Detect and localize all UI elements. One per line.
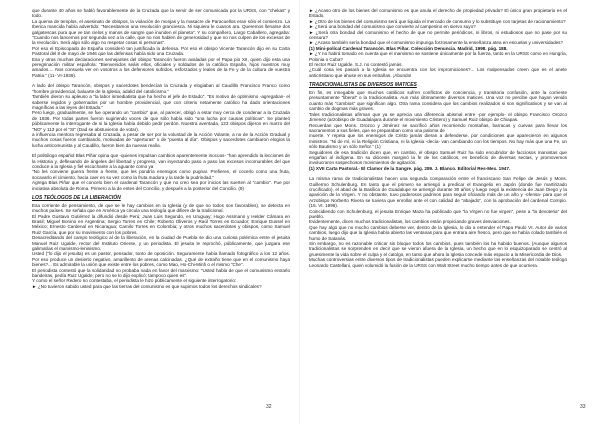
paragraph: Agrega Blas Piñar que el concelo bien el cardenal Tarancón y que no creo sea por inicios las suerten al "cambio". Fue por iniciativa absoluta de Roma. Primero a la de entes del Concilio, y después a la posterior del Concilio. (9) xyxy=(32,180,290,191)
paragraph: En fin, es innegable que muchos católicos sufren conflictos de conciencia, y transitoria confusión, ante la corriente presuntamente "liberal" o la tradicionalista. Aun más últimamente diversos matices. Una voz no percibe que hayan venido cuanto más "cambios" que significan algo. Otra rama considera que los cambios realizados si son significativos y se van al cambio de dogmas más graves. xyxy=(309,90,567,112)
paragraph: Desacreditando del campo teológico al de la liberación, en la ciudad de Puebla se dio una curiosa polémica entre el jesuita Manuel Ruiz Ugalde, rector del Instituto Oriente, y un periodista. El jesuita le reprochó, públicamente, que juzgara ese galimatías el marxismo-leninismo. xyxy=(32,235,290,252)
paragraph: ► ¿Y no habrá tomado en cuenta que el marxismo se sostiene únicamente por la fuerza, tanto en la URSS como en Hungría, Polonia o Cuba? xyxy=(309,51,567,62)
question-item: ► ¿Acaso también sería bondad que el comunismo impunga forzosamente la enseñanza atea en escuelas y universidades? xyxy=(309,40,564,46)
paragraph: Muchas controversias entre diversos tipos de tradicionalistas pueden explicarse mediante las enseñanzas del notable teólogo Leonardo Castellani, quien volumidó la fusión de la URSS con Walt Street mucho tiempo antes de que ocurriera. xyxy=(309,257,567,268)
paragraph: El rector Ruiz Ugalde, S.J. no contestó jamás. xyxy=(309,62,403,68)
page-number: 33 xyxy=(580,404,586,410)
citation: (1) XVII Carta Pastoral.- El Clamor de la Sangre. pág. 289. J. Blanco. Editorial Res-Mex. 1947. xyxy=(309,165,511,171)
paragraph: ¿Cuál cosa les pasará a la Iglesia se encuentra con los impromiciones?... Los malpensados creen que es el anete anticristiano que ahuse en sus entrañas. ¡Abundo! xyxy=(309,67,567,78)
citation: (1) Mini-polícal Cardenal Tarancón. Blas Piñar. Colección Denuncia. Madrid, 1998. pág. 188. xyxy=(309,45,508,51)
paragraph: También dieron su apleuso a "la labor inmediatista que ha hecho el jefe de Estado". "Es motivo de optimismo -agregaban- el saberse regidos y gobernados por un hombre providencial, que con criterio netamente católico ha dado orientaciones magníficas a las leyes del Estado." xyxy=(32,94,290,110)
paragraph: Seguidores de esa tradición dicen que, en cambio, el obispo Samuel Ruiz ha sido encubridor de facciosos marxistas que engañan al indígena. En su diócesis marginó la fe de los católicos, en beneficio de diversas sectas, y promovemos involucraron sospechosos movimientos de agitación. xyxy=(309,149,567,166)
question-item: ► ¿Acaso otro de los bienes del comunismo es que anula el derecho de propiedad privada? El único gran propietario es el Estado. xyxy=(309,8,567,19)
paragraph: Recuerdan que Mons. Orozco y Jiménez se sacrificó años recorriendo montañas, barracas y cuevas para llevar los sacramentos a sus fieles, que se preparaban como una paloma de xyxy=(309,122,567,133)
section-heading: LOS TEÓLOGOS DE LA LIBERACIÓN xyxy=(32,195,121,201)
paragraph: Usted ("lo dijo el jesuita) es un pastor, pensador, tonto de oposición. Seguramente había llamado fotográfico a los 12 años. Por eso produce un desierto negativo, amarillento de arenas calcinadas. ¿Qué de extraño tiene que en el comunismo haya bienes?... Es admirable la unión que existe entre los pobres, como Mao, Ho-Chi-Minh o el mismo "Che". xyxy=(32,251,290,268)
paragraph: Que hay algo que no mucho cambios deberse ver, dentro de la Iglesia, lo dio a entender el Papa Paulo VI. Autor de varios cambios, luego dijo que la Iglesia había abierto las ventanas para que entrara aire fresco, pero que se había colado también el humo de Satanás. xyxy=(309,224,567,241)
paragraph: El politólogo español Blas Piñar opina que -quienes impulsan cambios aparentemente inocuos- "han aprendido la lecciones de la Historia y, deflexando de ángeles del libertad y progreso, van inyectando paso a paso las excesos incomurables del que conduce a la Iglesia y fiel escuchante a la aguante como ya xyxy=(32,153,290,169)
question-item: ► ¿Otro de los bienes del comunismo será que liquida el mercado de consumo y lo substituye con tarjetas de racionamiento? xyxy=(309,18,566,24)
paragraph: Esa corriente de pensamiento, de que se le hay cambios en la Iglesia (y de que no todos son favorables), se detecta en muchos países. Se señala que en América ya circula una teología que difiere de la tradicional. xyxy=(32,202,290,214)
section-heading: TRADICIONALISTAS DE DIVERSOS MATICES xyxy=(309,82,417,89)
right-column xyxy=(309,8,567,392)
paragraph: Coincidiendo con Schulenburg, el jesuita Enrique Maza ha publicado que "la Virgen no fue virgen", pese a "la devoteria" del pueblo. xyxy=(309,208,567,220)
paragraph: Tales tradicionalistas afirman que ya se aprecia una diferencia abismal entre -por ejemplo- el obispo Francisco Orozco Jimenez (arzobispo de Guadalajara durante el movimiento Cristero) y Samuel Ruiz obispo de Chiapas. xyxy=(309,111,567,123)
paragraph: Sin embargo, no es razonable criticar sin bloque todos los cambios, pues también los ha habido buenos. (Aunque algunos tradicionalistas se sorprenden en decir que se vieron afuera de la Iglesia, un hecho que en lo esquizoparado se centró al gruesimente la vida sobre el culpa y el catolgo, en tanto que ahora la Iglesia concede más espacio a la Misericordia de Dios. xyxy=(309,241,567,257)
right-page xyxy=(300,0,600,424)
paragraph: Y como el señor Redero no contestaba, el periodista le hizo públicamente el siguiente interrogatorio: xyxy=(32,278,237,284)
left-column xyxy=(32,8,290,392)
paragraph: La quema de templos, el asesinato de obispos, la violación de monjas y la masacre de Paracuellos eran sólo el comienzo. La Iberica mancida había advertido: "Necesitamos una revolución granciesca. Ni siquiera le cuanos ara. Queremos llenarse dos galgatescas pura que ve tan cielos y manos de sangre que inunden el planeta". Y su compañero, Largo Caballero, agregaba: "Cuando nos lancemos por segunda vez a la calle, que no nos hablen de generosidad y que no nos culpen de los excesos de la revolución. Será algo sólo algo no respetar cosas ni personas". xyxy=(32,18,290,46)
question-item: ► ¿Será una bondad del comunismo que convierte al campesino en siervo suyo? xyxy=(309,24,476,30)
paragraph: A lado del obispo Tarancón, obispos y sacerdotes bendecían la Cruzada y elogiaban al Caudillo Francisco Franco como "hombre providencial, baluarte de la Iglesia, adalid del catolicismo." xyxy=(32,83,290,94)
paragraph: La misma rama de tradicionalistas hacen una segunda comparación entre el franciscano San Felipe de Jesús y Mons. Guillermo Schulenburg. En tanto que el primero se arriesgó a predicar el Evangelio en Japón (donde fue martirizado crucificado), el abad de la Basílica de Guadalupe se arriesgó durante 30 años y luego negó la existencia de Juan Diego y la aparición de la Virgen. Y no obstante, tuvo poderosos padrinos para seguir ofciando más de un año y -ofensa- para que el Arzobispo Norberto Rivera se tuviera que enrollar ante el con calidad de "abajado", con la aprobación del cardenal Corripio. (15. VI. 1996). xyxy=(309,176,567,209)
question-item: ► ¿Será otra bondad del comunismo el hecho de que no permite periódicos, ni libros, ni estudiosos que no pase por su censura? xyxy=(309,29,567,41)
page-number: 32 xyxy=(266,404,272,410)
paragraph: Pero luego, gradualmente, se fue operando un "cambio" que, al parecer, obligó a estar muy cerca de condenar a la Cruzada de 1936. Por todas partes fueron sugiriendo voces de que sólo había sido "una lucha por causas políticas". Se planteó públicamente la interrogante de si la Iglesia había debido pedir perdón. Nuestra aventada, 123 obispos dijeron en marzo del "NO" y 113 por el "SI" (Dad se abstuvieron de votar). xyxy=(32,110,290,132)
paragraph: Por eso el Episcopado de España consideró tan justificada la defensa. Por eso el obispo Vicente Tarancón dijo en su Carta Pastoral del 8 de mayo de 1946 que las defensas había sido una Cruzada. xyxy=(32,45,290,57)
paragraph: Evidentemente, dicen muchos tradicionalistas, los cambios están propiciando graves desviaciones. xyxy=(309,219,511,225)
paragraph: "No les conviene guerra frente a frente, que les pondría enemigos como pugnar. Prefieren, el cocerlo como una fruta, socavarlo el cimiento, hacia caer en su vez como la fruta madura y la tarde la pudrindad." xyxy=(32,169,290,180)
paragraph: ► ¿No tuvieron sabido usted para que las tierras del comunismo es que supimos todos los derechos sindicales? xyxy=(32,283,262,289)
paragraph: que durante 40 años se habló favorablemente de la Cruzada que la servir de ser comunicada por la URSS, con "chekas" y todo. xyxy=(32,8,290,19)
paragraph: Esa y otras muchas declaraciones semejantes del obispo Tarancón fueron avaladas por el Papa pio XII, quien dijo esta una peregrinación militar española: "Bienvenidos seáis ellos, oficiales y soldados de la católica España, hijos nuestros muy amados.... Nos consuela ver en vosotros a los defensores sufridos, esforzados y leales de la Fe y de la cultura de vuestra Patria." (11- VI-1939). xyxy=(32,56,290,78)
paragraph: muerte. Y repeta que los enemigos de Cristo jamás dieran a defenderse, por condiciones que aparecieron en algunos ministros. "Ni de mí, ni la Religión Cristiana, ni la Iglesia -decía- van cambiando con los tiempos. No hay más que una Fe, un sólo Bautismo y un sólo Señor." (1) xyxy=(309,133,567,150)
paragraph: El Padre Gustavo Gutiérrez la difundió desde Perú; Juan Luis Segundo, en Uruguay; Hugo Assmann y Helder Câmara en Brasil; Miguel Bonino en Argentina; Sergio Torres en Chile; Roberto Oliveros y Raúl Torres en Ecuador; Enrique Dussel en México; Ernesto Cardenal en Nicaragua; Camilo Torres en Colombia; y otros muchos sacerdotes y obispos, como Samuel Ruiz García, que por su movimiento con los pobres. xyxy=(32,213,290,235)
paragraph: El periodista contestó que la solidaridad no probaba nada en favor del marxismo: "Usted habla de que el comunismo entrarlo bandeiras, pedía Ruiz Ugalde; pero no se lo dijo explicó; tampoco quien es". xyxy=(32,267,290,279)
paragraph: a influencia mentora regresaba al Cruzada, a pesar de ser por la voluntad de la Acción Volante, a no de la Acción Gradual y muchos cosas fueron cambiando, motivadas de "aperturas" o de "puesta al día". Obispos y sacerdotes cambiaron elogios la lucha anticomunista y al Caudillo, fueron bien da nuevas realía. xyxy=(32,131,290,148)
